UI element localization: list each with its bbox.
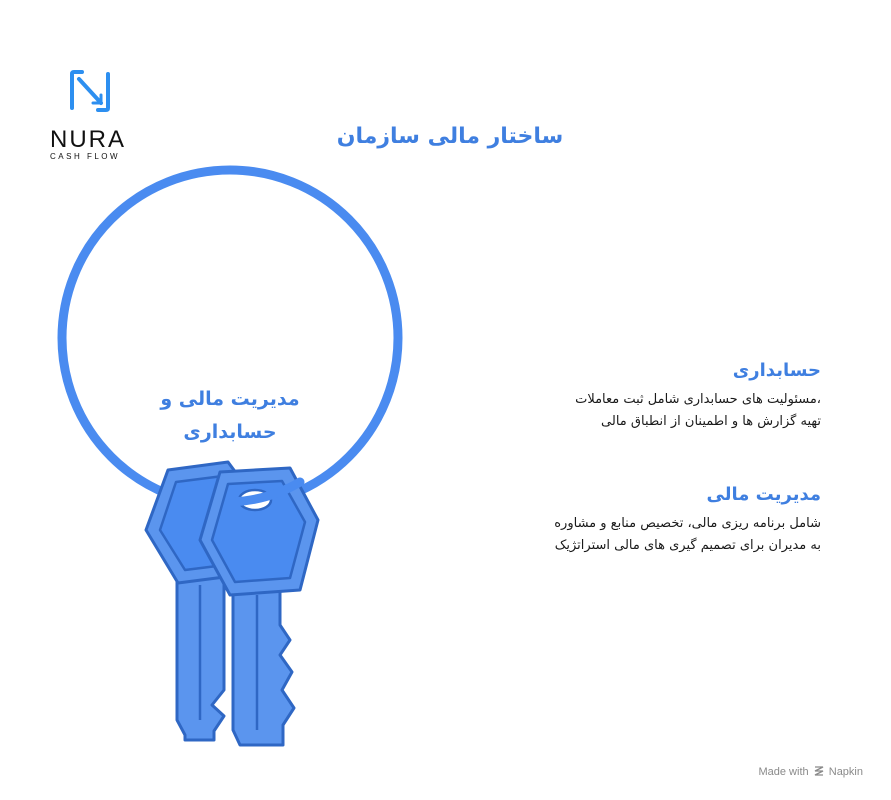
section-description — [421, 513, 821, 557]
section-line: ،مسئولیت های حسابداری شامل ثبت معاملات — [575, 392, 821, 407]
section-title: حسابداری — [732, 360, 821, 381]
key-ring — [62, 170, 398, 506]
section-line: تهیه گزارش ها و اطمینان از انطباق مالی — [601, 414, 821, 429]
section-title: مدیریت مالی — [706, 484, 821, 505]
section-line: شامل برنامه ریزی مالی، تخصیص منابع و مشاوره — [554, 516, 821, 531]
section-description — [421, 389, 821, 433]
made-with-label: Made with — [758, 766, 809, 778]
ring-label — [120, 383, 340, 449]
section-financial-management — [421, 484, 821, 557]
section-line: به مدیران برای تصمیم گیری های مالی استراتژیک — [554, 538, 821, 553]
brand-subtitle: CASH FLOW — [50, 152, 121, 161]
ring-label-line1: مدیریت مالی و — [160, 388, 300, 410]
napkin-icon — [814, 766, 824, 776]
footer-made-with[interactable] — [758, 766, 863, 778]
brand-name: NURA — [50, 126, 127, 153]
napkin-brand: Napkin — [828, 766, 863, 778]
ring-label-line2: حسابداری — [183, 421, 277, 443]
diagram-title: ساختار مالی سازمان — [336, 124, 564, 149]
section-accounting — [421, 360, 821, 433]
